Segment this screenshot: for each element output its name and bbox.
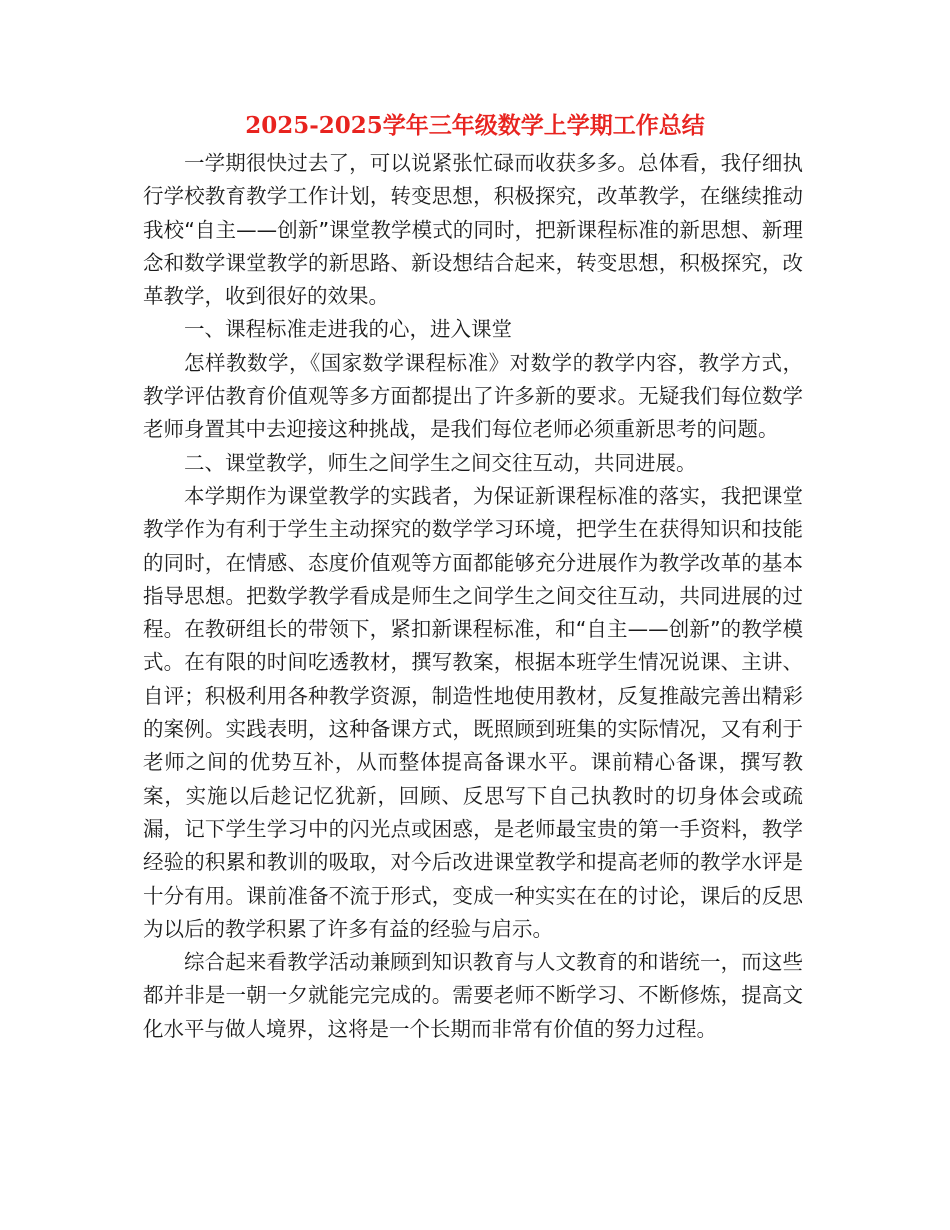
paragraph-classroom: 本学期作为课堂教学的实践者，为保证新课程标准的落实，我把课堂教学作为有利于学生主动探究的数学学习环境，把学生在获得知识和技能的同时，在情感、态度价值观等方面都能够充分进展作为教学改革的基本指导思想。把数学教学看成是师生之间学生之间交往互动，共同进展的过程。在教研组长的带领下，紧扣新课程标准，和“自主——创新”的教学模式。在有限的时间吃透教材，撰写教案，根据本班学生情况说课、主讲、自评；积极利用各种教学资源，制造性地使用教材，反复推敲完善出精彩的案例。实践表明，这种备课方式，既照顾到班集的实际情况，又有利于老师之间的优势互补，从而整体提高备课水平。课前精心备课，撰写教案，实施以后趁记忆犹新，回顾、反思写下自己执教时的切身体会或疏漏，记下学生学习中的闪光点或困惑，是老师最宝贵的第一手资料，教学经验的积累和教训的吸取，对今后改进课堂教学和提高老师的教学水评是十分有用。课前准备不流于形式，变成一种实实在在的讨论，课后的反思为以后的教学积累了许多有益的经验与启示。	[143, 483, 803, 941]
paragraph-summary: 综合起来看教学活动兼顾到知识教育与人文教育的和谐统一，而这些都并非是一朝一夕就能完完成的。需要老师不断学习、不断修炼，提高文化水平与做人境界，这将是一个长期而非常有价值的努力过程。	[143, 950, 803, 1041]
paragraph-intro: 一学期很快过去了，可以说紧张忙碌而收获多多。总体看，我仔细执行学校教育教学工作计划，转变思想，积极探究，改革教学，在继续推动我校“自主——创新”课堂教学模式的同时，把新课程标准的新思想、新理念和数学课堂教学的新思路、新设想结合起来，转变思想，积极探究，改革教学，收到很好的效果。	[143, 151, 803, 309]
document-title: 2025-2025学年三年级数学上学期工作总结	[245, 112, 705, 139]
section-heading-1: 一、课程标准走进我的心，进入课堂	[184, 317, 512, 342]
paragraph-curriculum: 怎样教数学，《国家数学课程标准》对数学的教学内容，教学方式，教学评估教育价值观等多方面都提出了许多新的要求。无疑我们每位数学老师身置其中去迎接这种挑战，是我们每位老师必须重新思考的问题。	[143, 350, 803, 442]
section-heading-2: 二、课堂教学，师生之间学生之间交往互动，共同进展。	[184, 450, 697, 475]
document-body	[143, 147, 803, 1046]
